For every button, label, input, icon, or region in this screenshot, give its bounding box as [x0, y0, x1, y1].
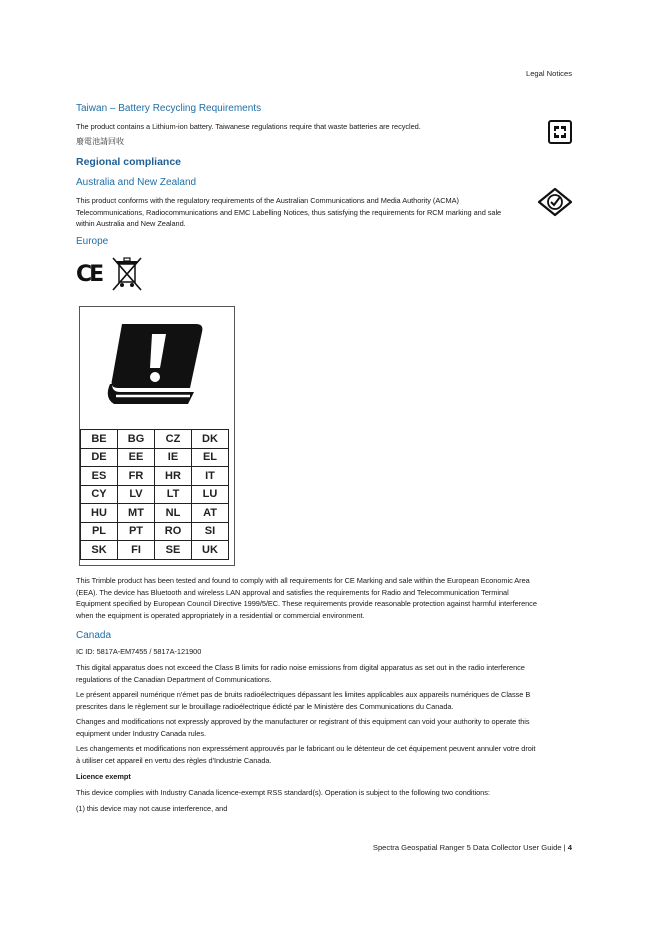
- table-row: [81, 522, 229, 541]
- footer-guide-title: Spectra Geospatial Ranger 5 Data Collector User Guide |: [372, 843, 568, 852]
- country-code-cell: PL: [81, 522, 118, 541]
- country-code-cell: RO: [155, 522, 192, 541]
- country-code-cell: EE: [118, 448, 155, 467]
- country-code-cell: FR: [118, 467, 155, 486]
- running-header: Legal Notices: [525, 69, 572, 78]
- country-table: [80, 429, 229, 560]
- weee-bin-icon: [110, 256, 144, 292]
- country-code-cell: LU: [192, 485, 229, 504]
- canada-paragraph-4: Les changements et modifications non expressément approuvés par le fabricant ou le détenteur de cet équipement peuvent annuler votre droit à utiliser cet appareil en vertu des règles d'Industrie Canada.: [76, 744, 536, 765]
- country-code-cell: DE: [81, 448, 118, 467]
- country-code-cell: CY: [81, 485, 118, 504]
- table-row: [81, 541, 229, 560]
- licence-exempt-heading: Licence exempt: [76, 772, 131, 781]
- country-code-cell: LV: [118, 485, 155, 504]
- canada-paragraph-5: This device complies with Industry Canada licence-exempt RSS standard(s). Operation is subject to the following two conditions:: [76, 788, 490, 797]
- taiwan-chinese: 廢電池請回收: [76, 137, 124, 146]
- canada-paragraph-1: This digital apparatus does not exceed the Class B limits for radio noise emissions from digital apparatus as set out in the radio interference regulations of the Canadian Department of Communications.: [76, 663, 525, 684]
- country-code-cell: IE: [155, 448, 192, 467]
- table-row: [81, 448, 229, 467]
- taiwan-heading: Taiwan – Battery Recycling Requirements: [76, 103, 262, 114]
- country-code-cell: AT: [192, 504, 229, 523]
- europe-heading: Europe: [76, 236, 109, 247]
- battery-recycling-icon: [548, 120, 572, 144]
- country-code-cell: SI: [192, 522, 229, 541]
- country-code-cell: SK: [81, 541, 118, 560]
- country-code-cell: ES: [81, 467, 118, 486]
- rcm-mark-icon: [537, 187, 573, 217]
- country-code-cell: UK: [192, 541, 229, 560]
- country-code-cell: BE: [81, 430, 118, 449]
- country-code-cell: PT: [118, 522, 155, 541]
- canada-heading: Canada: [76, 630, 112, 641]
- australia-heading: Australia and New Zealand: [76, 177, 197, 188]
- country-code-cell: CZ: [155, 430, 192, 449]
- canada-paragraph-3: Changes and modifications not expressly approved by the manufacturer or registrant of this equipment can void your authority to operate this equipment under Industry Canada rules.: [76, 717, 530, 738]
- ic-id: IC ID: 5817A-EM7455 / 5817A-121900: [76, 647, 202, 656]
- canada-paragraph-6: (1) this device may not cause interference, and: [76, 804, 228, 813]
- country-code-cell: NL: [155, 504, 192, 523]
- regional-compliance-heading: Regional compliance: [76, 156, 182, 168]
- alert-book-icon: [100, 318, 212, 414]
- country-code-cell: BG: [118, 430, 155, 449]
- table-row: [81, 467, 229, 486]
- country-code-cell: DK: [192, 430, 229, 449]
- country-code-cell: IT: [192, 467, 229, 486]
- table-row: [81, 504, 229, 523]
- running-footer: [373, 843, 572, 852]
- country-code-cell: FI: [118, 541, 155, 560]
- table-row: [81, 430, 229, 449]
- canada-paragraph-2: Le présent appareil numérique n'émet pas de bruits radioélectriques dépassant les limites applicables aux appareils numériques de Classe B prescrites dans le règlement sur le brouillage radioélectrique édicté par le Ministère des Communications du Canada.: [76, 690, 531, 711]
- ce-mark: CE: [76, 262, 102, 287]
- table-row: [81, 485, 229, 504]
- country-code-cell: MT: [118, 504, 155, 523]
- country-code-cell: HU: [81, 504, 118, 523]
- page-number: 4: [567, 843, 572, 852]
- country-code-cell: LT: [155, 485, 192, 504]
- australia-text: This product conforms with the regulatory requirements of the Australian Communications and Media Authority (ACMA) Telecommunications, Radiocommunications and EMC Labelling Notices, thus satisfying the requirements for RCM marking and sale within Australia and New Zealand.: [76, 196, 502, 229]
- country-code-cell: HR: [155, 467, 192, 486]
- country-code-cell: SE: [155, 541, 192, 560]
- europe-text: This Trimble product has been tested and found to comply with all requirements for CE Marking and sale within the European Economic Area (EEA). The device has Bluetooth and wireless LAN approval and satisfies the requirements for Radio and Telecommunication Terminal Equipment specified by European Council Directive 1999/5/EC. These requirements provide reasonable protection against harmful interference when the equipment is operated appropriately in a residential or commercial environment.: [76, 576, 537, 620]
- taiwan-text: The product contains a Lithium-ion battery. Taiwanese regulations require that waste batteries are recycled.: [76, 122, 421, 131]
- country-code-cell: EL: [192, 448, 229, 467]
